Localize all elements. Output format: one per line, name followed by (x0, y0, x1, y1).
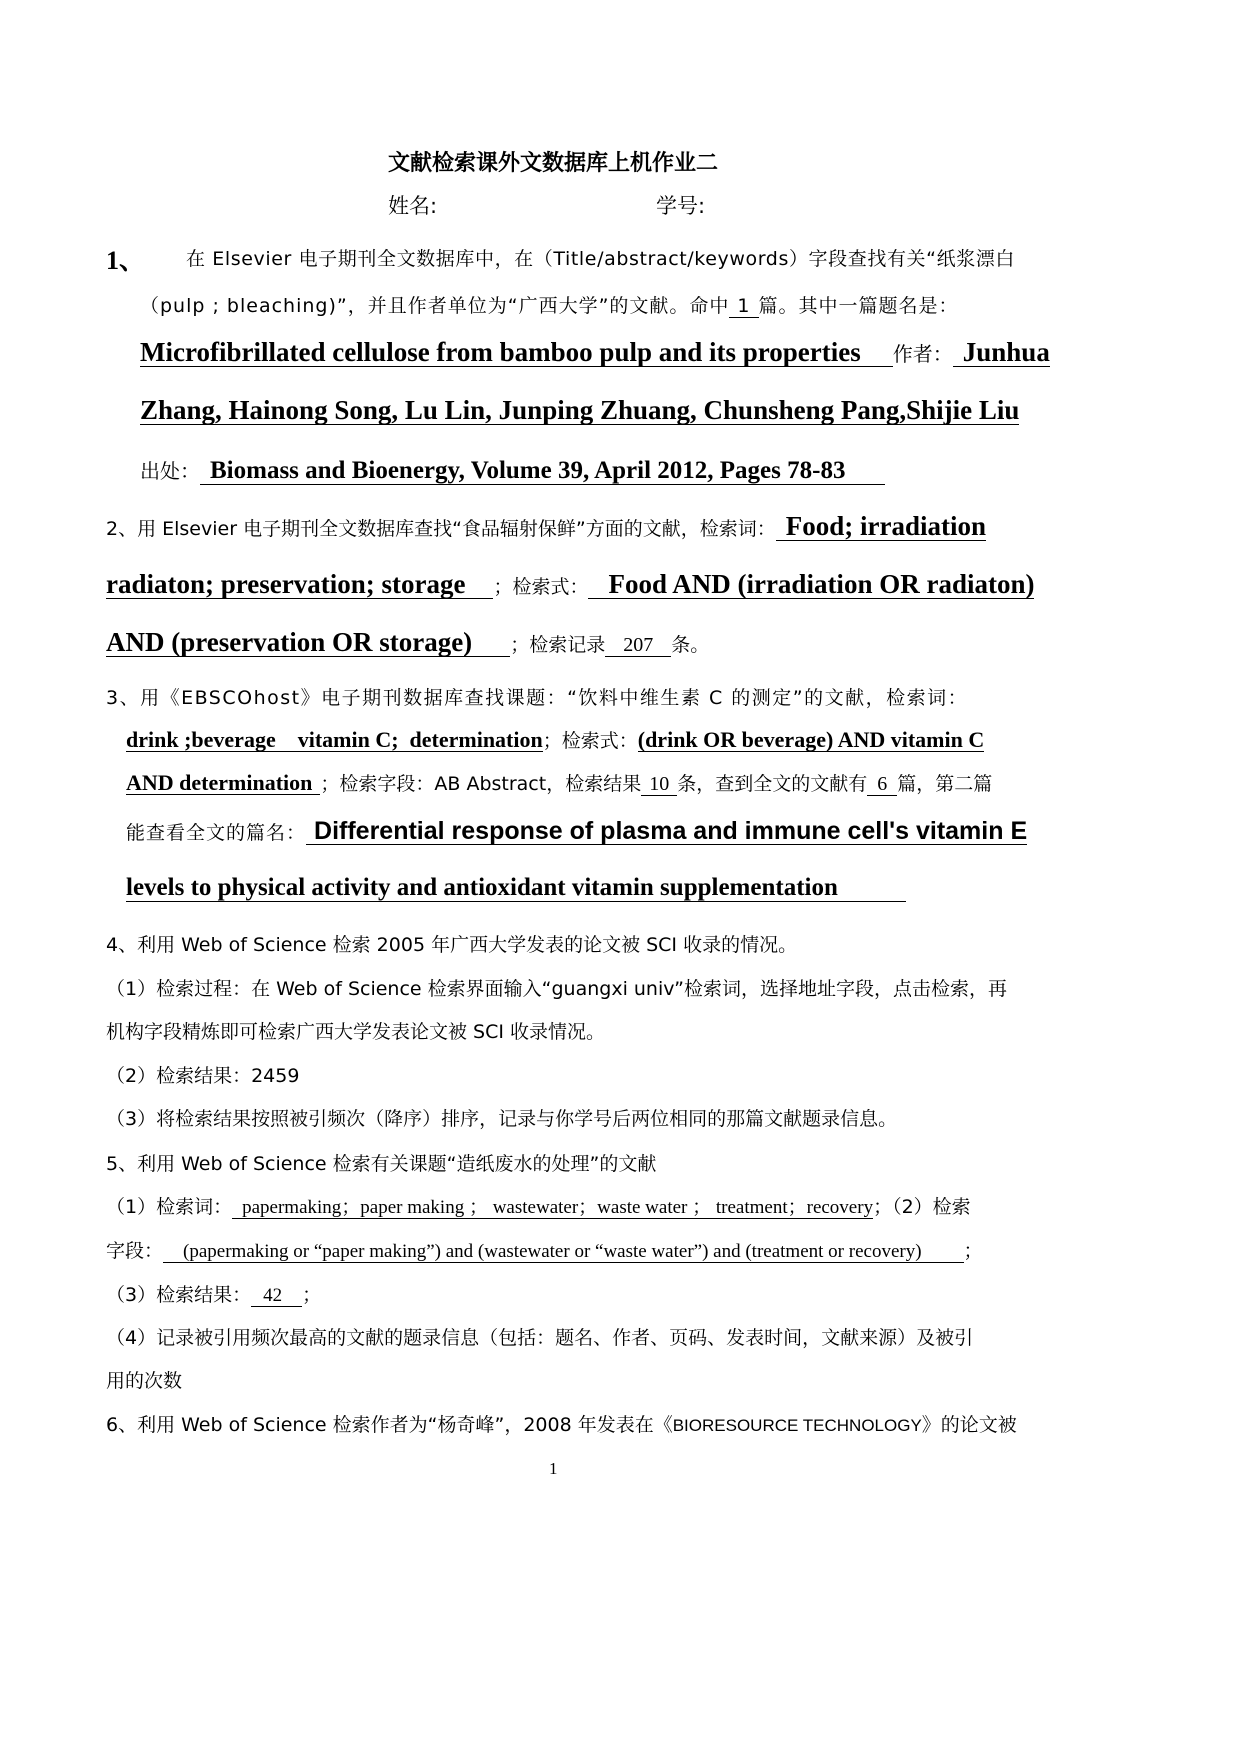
q5-result-tail: ； (302, 1284, 322, 1306)
q3-line-5 (126, 875, 906, 902)
q1-paper-title: Microfibrillated cellulose from bamboo pulp and its properties (140, 338, 893, 367)
q3-query-a: (drink OR beverage) AND vitamin C (637, 727, 985, 752)
q4-result: （2）检索结果：2459 (106, 1065, 300, 1087)
q5-result-line (106, 1280, 321, 1307)
q3-line-1: 3、用《EBSCOhost》电子期刊数据库查找课题：“饮料中维生素 C 的测定”的文献，检索词： (106, 687, 969, 709)
q5-keywords: papermaking；paper making ； wastewater；waste water ； treatment；recovery (232, 1198, 873, 1219)
q2-records: 207 (605, 635, 671, 657)
q6-text-a: 6、利用 Web of Science 检索作者为“杨奇峰”，2008 年发表在《 (106, 1414, 673, 1436)
q5-query: (papermaking or “paper making”) and (wastewater or “waste water”) and (treatment or recovery) (163, 1242, 964, 1263)
q2-keywords-a: Food; irradiation (776, 512, 986, 541)
question-1-text-2 (140, 291, 959, 318)
q6-line-1 (106, 1410, 1017, 1437)
q5-keywords-line (106, 1192, 971, 1219)
q2-query-label: ；检索式： (493, 576, 589, 598)
q5-record-1: （4）记录被引用频次最高的文献的题录信息（包括：题名、作者、页码、发表时间，文献来源）及被引 (106, 1327, 974, 1349)
q5-query-label: 字段： (106, 1240, 164, 1262)
q3-results: 10 (641, 774, 677, 796)
q1-source: Biomass and Bioenergy, Volume 39, April 2012, Pages 78-83 (200, 458, 885, 485)
q1-source-line (140, 455, 885, 485)
q6-journal: BIORESOURCE TECHNOLOGY (672, 1416, 922, 1435)
q5-query-tail: ； (963, 1240, 983, 1262)
q1-text-prefix: （pulp ; bleaching)”，并且作者单位为“广西大学”的文献。命中 (140, 295, 730, 317)
q3-second-label: 能查看全文的篇名： (126, 822, 307, 844)
q1-hit-count: 1 (729, 297, 758, 318)
q3-line-4 (126, 818, 1027, 845)
name-label: 姓名: (388, 194, 438, 218)
q1-author-first: Junhua (953, 338, 1050, 367)
q5-keywords-tail: ；（2）检索 (873, 1196, 971, 1218)
q3-second-title-a: Differential response of plasma and immune cell's vitamin E (306, 818, 1027, 845)
q1-authors: Zhang, Hainong Song, Lu Lin, Junping Zhuang, Chunsheng Pang,Shijie Liu (140, 395, 1020, 425)
q6-text-b: 》的论文被 (921, 1414, 1017, 1436)
q4-process-2: 机构字段精炼即可检索广西大学发表论文被 SCI 收录情况。 (106, 1021, 606, 1043)
q2-text: 2、用 Elsevier 电子期刊全文数据库查找“食品辐射保鲜”方面的文献，检索词： (106, 518, 776, 540)
q1-title-line (140, 338, 1050, 367)
q3-field-text: ；检索字段：AB Abstract，检索结果 (320, 773, 642, 795)
question-1-text: 在 Elsevier 电子期刊全文数据库中，在（Title/abstract/keywords）字段查找有关“纸浆漂白 (186, 248, 1016, 270)
q4-line-1: 4、利用 Web of Science 检索 2005 年广西大学发表的论文被 SCI 收录的情况。 (106, 934, 798, 956)
q3-second-text: 篇，第二篇 (897, 773, 993, 795)
q5-keywords-label: （1）检索词： (106, 1196, 233, 1218)
q2-records-label: ；检索记录 (510, 634, 606, 656)
q1-text-suffix: 篇。其中一篇题名是： (758, 295, 959, 317)
question-1-number: 1、 (106, 246, 146, 275)
q3-query-label: ；检索式： (542, 730, 638, 752)
q1-author-label: 作者： (892, 342, 953, 366)
q1-source-label: 出处： (140, 459, 200, 483)
q2-query-a: Food AND (irradiation OR radiaton) (588, 570, 1034, 599)
q3-keywords: drink ;beverage vitamin C; determination (126, 727, 543, 752)
q4-sort: （3）将检索结果按照被引频次（降序）排序，记录与你学号后两位相同的那篇文献题录信息。 (106, 1108, 898, 1130)
q2-query-b: AND (preservation OR storage) (106, 628, 510, 657)
q2-records-unit: 条。 (671, 634, 710, 656)
q2-keywords-b: radiaton; preservation; storage (106, 570, 493, 599)
q3-line-3 (126, 769, 992, 796)
student-id-label: 学号: (656, 194, 706, 218)
q4-process-1: （1）检索过程：在 Web of Science 检索界面输入“guangxi univ”检索词，选择地址字段，点击检索，再 (106, 978, 1008, 1000)
page-title: 文献检索课外文数据库上机作业二 (388, 151, 719, 176)
q3-second-title-b: levels to physical activity and antioxidant vitamin supplementation (126, 875, 906, 902)
q1-authors-line (140, 396, 1019, 425)
q2-line-3 (106, 628, 709, 657)
q2-line-2 (106, 570, 1034, 599)
q5-result-label: （3）检索结果： (106, 1284, 252, 1306)
q3-fulltext-count: 6 (867, 774, 897, 796)
q5-result: 42 (251, 1286, 302, 1307)
q2-line-1 (106, 512, 986, 541)
q3-query-b: AND determination (126, 771, 320, 795)
q5-query-line (106, 1236, 983, 1263)
q3-line-2 (126, 726, 984, 753)
q5-record-2: 用的次数 (106, 1370, 183, 1392)
q5-line-1: 5、利用 Web of Science 检索有关课题“造纸废水的处理”的文献 (106, 1153, 657, 1175)
q3-fulltext-text: 条，查到全文的文献有 (677, 773, 868, 795)
page-number: 1 (549, 1459, 558, 1478)
